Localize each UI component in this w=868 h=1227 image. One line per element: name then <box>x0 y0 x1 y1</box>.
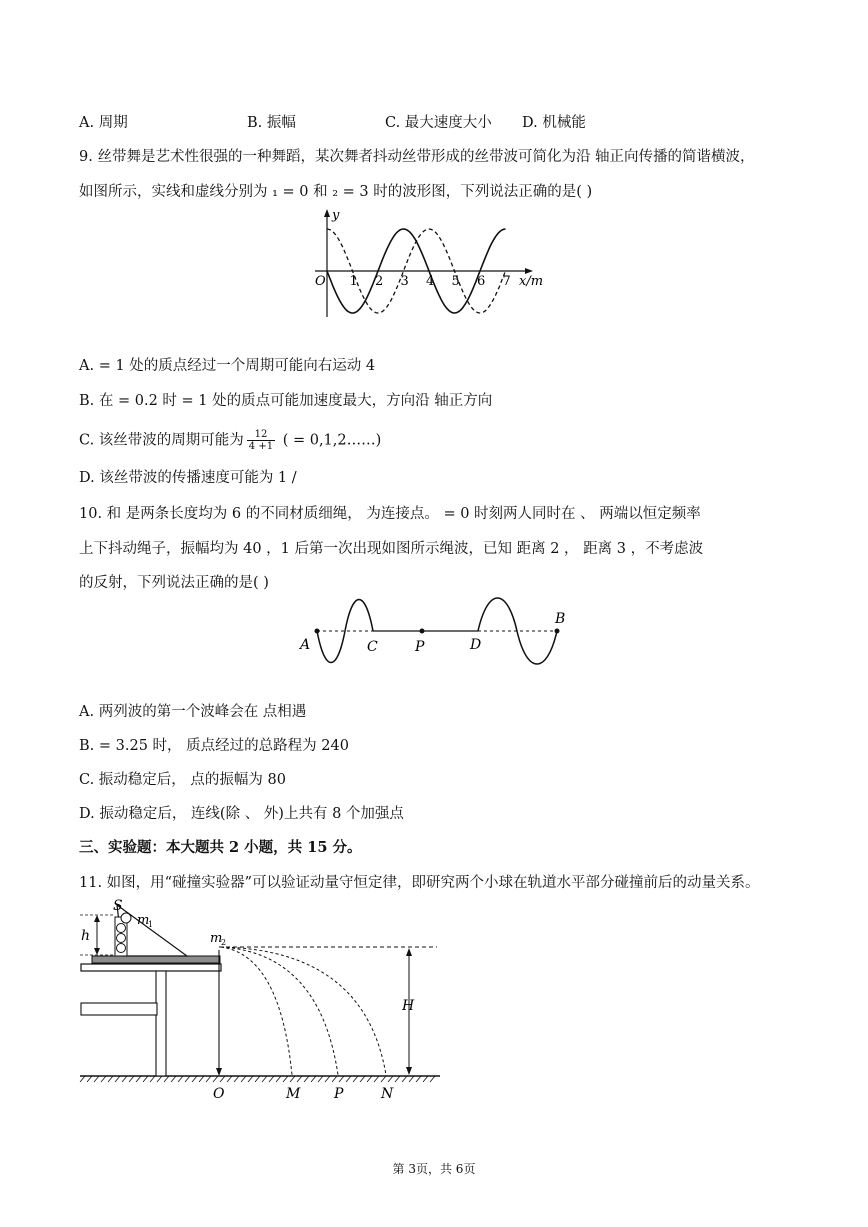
q11-collision-apparatus-figure <box>75 895 445 1105</box>
label-c: C <box>367 639 378 655</box>
q9-option-a: A. = 1 处的质点经过一个周期可能向右运动 4 <box>79 358 376 374</box>
hatch-mark <box>388 1076 393 1082</box>
H-arrow-bottom <box>406 1067 412 1075</box>
hatch-mark <box>227 1076 232 1082</box>
label-m2-sub: 2 <box>221 938 227 947</box>
label-d: D <box>470 637 482 653</box>
hatch-mark <box>108 1076 113 1082</box>
trajectory-to-N <box>221 947 386 1075</box>
label-m2: m <box>210 931 223 946</box>
hatch-mark <box>332 1076 337 1082</box>
h-arrow-bottom <box>94 948 100 955</box>
H-arrow-top <box>406 948 412 956</box>
hatch-mark <box>220 1076 225 1082</box>
hatch-mark <box>206 1076 211 1082</box>
q10-stem-line3: 的反射，下列说法正确的是( ) <box>79 575 269 591</box>
hatch-mark <box>395 1076 400 1082</box>
track-plate <box>92 956 220 963</box>
hatch-mark <box>409 1076 414 1082</box>
hatch-mark <box>234 1076 239 1082</box>
hatch-mark <box>150 1076 155 1082</box>
label-p: P <box>334 1086 344 1102</box>
point-a-dot <box>315 629 320 634</box>
ball-stack-1 <box>117 924 126 933</box>
hatch-mark <box>325 1076 330 1082</box>
q9-option-c-fraction <box>247 429 275 452</box>
x-tick-label-5: 5 <box>451 274 460 289</box>
x-tick-label-7: 7 <box>502 274 511 289</box>
plumb-arrow <box>216 1068 222 1076</box>
q10-rope-wave-figure <box>295 593 585 683</box>
q11-stem: 11. 如图，用“碰撞实验器”可以验证动量守恒定律，即研究两个小球在轨道水平部分碰撞前后的动量关系。 <box>79 875 760 891</box>
hatch-mark <box>262 1076 267 1082</box>
q10-option-a: A. 两列波的第一个波峰会在 点相遇 <box>79 704 307 720</box>
label-o: O <box>213 1086 225 1102</box>
q9-option-c-prefix: C. 该丝带波的周期可能为 <box>79 432 244 449</box>
hatch-mark <box>416 1076 421 1082</box>
hatch-mark <box>157 1076 162 1082</box>
table-top <box>81 964 221 971</box>
hatch-mark <box>290 1076 295 1082</box>
label-s: S <box>113 898 123 914</box>
q9-option-c-suffix: ( = 0,1,2……) <box>278 432 382 449</box>
hatch-mark <box>255 1076 260 1082</box>
hatch-mark <box>374 1076 379 1082</box>
x-tick-label-6: 6 <box>477 274 486 289</box>
x-axis-label: x/m <box>519 274 544 289</box>
hatch-mark <box>269 1076 274 1082</box>
hatch-mark <box>164 1076 169 1082</box>
x-tick-label-3: 3 <box>400 274 409 289</box>
hatch-mark <box>129 1076 134 1082</box>
hatch-mark <box>360 1076 365 1082</box>
q9-option-d: D. 该丝带波的传播速度可能为 1 / <box>79 470 297 486</box>
h-arrow-top <box>94 915 100 922</box>
q10-option-b: B. = 3.25 时， 质点经过的总路程为 240 <box>79 738 349 754</box>
hatch-mark <box>339 1076 344 1082</box>
label-h: h <box>81 928 91 944</box>
hatch-mark <box>297 1076 302 1082</box>
q9-stem-line1: 9. 丝带舞是艺术性很强的一种舞蹈，某次舞者抖动丝带形成的丝带波可简化为沿 轴正向传播的简谐横波， <box>79 149 755 165</box>
hatch-mark <box>171 1076 176 1082</box>
hatch-mark <box>304 1076 309 1082</box>
origin-label: O <box>315 274 326 289</box>
hatch-mark <box>101 1076 106 1082</box>
hatch-mark <box>318 1076 323 1082</box>
q8-option-b: B. 振幅 <box>247 115 296 131</box>
hatch-mark <box>353 1076 358 1082</box>
hatch-mark <box>430 1076 435 1082</box>
table-shelf <box>81 1003 157 1015</box>
hatch-mark <box>346 1076 351 1082</box>
y-axis-label: y <box>332 208 340 223</box>
q9-stem-line2: 如图所示，实线和虚线分别为 ₁ = 0 和 ₂ = 3 时的波形图，下列说法正确的是( ) <box>79 184 593 200</box>
fraction-denominator: 4 +1 <box>248 441 274 452</box>
hatch-mark <box>122 1076 127 1082</box>
hatch-mark <box>248 1076 253 1082</box>
hatch-mark <box>199 1076 204 1082</box>
hatch-mark <box>80 1076 85 1082</box>
trajectory-to-P <box>221 947 338 1075</box>
hatch-mark <box>241 1076 246 1082</box>
q10-option-d: D. 振动稳定后， 连线(除 、 外)上共有 8 个加强点 <box>79 806 404 822</box>
page-footer: 第 3页，共 6页 <box>392 1162 476 1176</box>
hatch-mark <box>311 1076 316 1082</box>
label-b: B <box>555 611 566 627</box>
hatch-mark <box>143 1076 148 1082</box>
ground-hatching <box>80 1076 435 1082</box>
label-a: A <box>300 637 311 653</box>
q8-option-c: C. 最大速度大小 <box>385 115 492 131</box>
point-p-dot <box>420 629 425 634</box>
label-m: M <box>286 1086 301 1102</box>
q8-option-a: A. 周期 <box>79 115 128 131</box>
x-tick-label-2: 2 <box>375 274 384 289</box>
hatch-mark <box>94 1076 99 1082</box>
hatch-mark <box>192 1076 197 1082</box>
hatch-mark <box>367 1076 372 1082</box>
x-tick-label-4: 4 <box>426 274 435 289</box>
ball-stack-2 <box>117 934 126 943</box>
q10-stem-line2: 上下抖动绳子，振幅均为 40 ，1 后第一次出现如图所示绳波，已知 距离 2 ， 距离 3 ，不考虑波 <box>79 541 704 557</box>
fraction-numerator: 12 <box>247 429 275 441</box>
point-b-dot <box>555 629 560 634</box>
table-leg <box>156 971 166 1076</box>
y-axis-arrow <box>324 209 330 217</box>
q9-option-b: B. 在 = 0.2 时 = 1 处的质点可能加速度最大，方向沿 轴正方向 <box>79 393 493 409</box>
label-m1-sub: 1 <box>148 920 154 929</box>
hatch-mark <box>381 1076 386 1082</box>
hatch-mark <box>178 1076 183 1082</box>
q10-stem-line1: 10. 和 是两条长度均为 6 的不同材质细绳， 为连接点。 = 0 时刻两人同时在 、 两端以恒定频率 <box>79 506 701 522</box>
hatch-mark <box>87 1076 92 1082</box>
ball-stack-3 <box>117 944 126 953</box>
label-p: P <box>415 639 425 655</box>
hatch-mark <box>276 1076 281 1082</box>
x-tick-label-1: 1 <box>349 274 358 289</box>
label-m1: m <box>137 913 150 928</box>
hatch-mark <box>136 1076 141 1082</box>
trajectory-to-M <box>221 947 292 1075</box>
hatch-mark <box>213 1076 218 1082</box>
q10-option-c: C. 振动稳定后， 点的振幅为 80 <box>79 772 286 788</box>
hatch-mark <box>115 1076 120 1082</box>
ball-m1 <box>121 913 131 923</box>
q9-option-c <box>79 429 381 452</box>
q9-wave-figure <box>305 205 555 325</box>
label-H: H <box>402 998 415 1014</box>
hatch-mark <box>185 1076 190 1082</box>
section-3-heading: 三、实验题：本大题共 2 小题，共 15 分。 <box>79 839 362 856</box>
hatch-mark <box>283 1076 288 1082</box>
hatch-mark <box>402 1076 407 1082</box>
q8-option-d: D. 机械能 <box>522 115 586 131</box>
hatch-mark <box>423 1076 428 1082</box>
label-n: N <box>381 1086 394 1102</box>
